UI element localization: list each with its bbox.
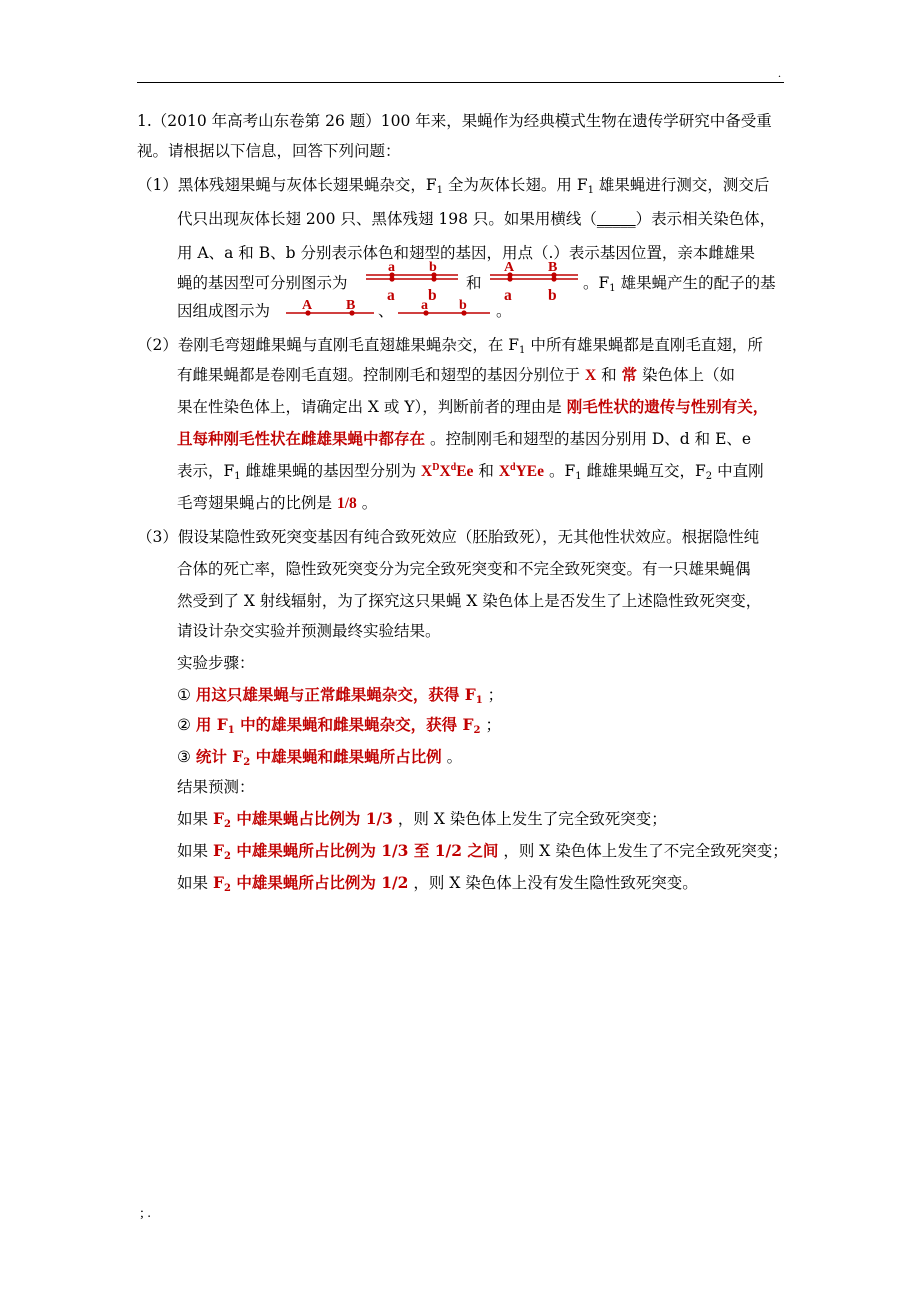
answer-male-genotype: $X^dYEe$: [498, 462, 545, 480]
result-2: 如果 $F_2$ 中雄果蝇所占比例为 1/3 至 1/2 之间 ，则 X 染色体上发生了不完全致死突变；: [177, 841, 788, 862]
part1-line-3: 用 A、a 和 B、b 分别表示体色和翅型的基因，用点（.）表示基因位置，亲本雌雄果: [177, 244, 755, 262]
question-title-line-1: 1.（2010 年高考山东卷第 26 题）100 年来，果蝇作为经典模式生物在遗传学研究中备受重: [137, 112, 772, 130]
part1-line-2: 代只出现灰体长翅 200 只、黑体残翅 198 只。如果用横线（_____）表示相关染色体，: [177, 210, 776, 228]
gene-locus-dot: [389, 276, 394, 281]
gene-label-B: B: [548, 260, 558, 275]
part1-line-5-label: 因组成图示为: [177, 302, 271, 320]
part3-line-4: 请设计杂交实验并预测最终实验结果。: [177, 622, 441, 640]
header-mark: .: [778, 66, 781, 80]
gene-label-a-bottom: a: [387, 287, 395, 304]
answer-female-genotype: $X^DX^dEe$: [421, 462, 474, 480]
question-title-line-2: 视。请根据以下信息，回答下列问题：: [137, 142, 401, 160]
answer-step-2: 用 $F_1$ 中的雄果蝇和雌果蝇杂交，获得 $F_2$: [195, 715, 481, 736]
answer-result-2: $F_2$ 中雄果蝇所占比例为 1/3 至 1/2 之间: [212, 841, 499, 862]
gene-locus-dot: [507, 276, 512, 281]
part2-line-2: 有雌果蝇都是卷刚毛直翅。控制刚毛和翅型的基因分别位于 X 和 常 染色体上（如: [177, 365, 736, 384]
gene-label-B: B: [346, 298, 356, 313]
part1-line-4-label: 蝇的基因型可分别图示为: [177, 274, 348, 292]
part2-line-6: 毛弯翅果蝇占的比例是 1/8 。: [177, 494, 378, 512]
gamete-diagram-ab: [398, 295, 490, 317]
answer-step-3: 统计 $F_2$ 中雄果蝇和雌果蝇所占比例: [195, 747, 442, 768]
step-1: ① 用这只雄果蝇与正常雌果蝇杂交，获得 $F_1$ ；: [177, 685, 504, 706]
gene-locus-dot: [551, 276, 556, 281]
answer-ratio: 1/8: [336, 495, 357, 512]
header-rule: [137, 82, 784, 83]
answer-step-1: 用这只雄果蝇与正常雌果蝇杂交，获得 $F_1$: [195, 685, 483, 706]
part2-line-4: 且每种刚毛性状在雌雄果蝇中都存在 。控制刚毛和翅型的基因分别用 D、d 和 E、e: [177, 429, 752, 448]
step-2: ② 用 $F_1$ 中的雄果蝇和雌果蝇杂交，获得 $F_2$ ；: [177, 715, 501, 736]
result-3: 如果 $F_2$ 中雄果蝇所占比例为 1/2 ，则 X 染色体上没有发生隐性致死突变。: [177, 873, 698, 894]
answer-chromosome-wing: 常: [621, 365, 638, 384]
gene-locus-dot: [431, 276, 436, 281]
step-3: ③ 统计 $F_2$ 中雄果蝇和雌果蝇所占比例 。: [177, 747, 463, 768]
footer-mark: ; .: [140, 1206, 151, 1221]
answer-result-3: $F_2$ 中雄果蝇所占比例为 1/2: [212, 873, 409, 894]
part2-line-3: 果在性染色体上，请确定出 X 或 Y），判断前者的理由是 刚毛性状的遗传与性别有关，: [177, 397, 769, 416]
part1-line-5-end: 。: [496, 302, 512, 320]
steps-label: 实验步骤：: [177, 654, 255, 672]
gene-label-A: A: [504, 260, 515, 275]
answer-chromosome-bristle: X: [584, 367, 597, 384]
gene-label-A: A: [302, 298, 313, 313]
part1-line-1: （1）黑体残翅果蝇与灰体长翅果蝇杂交，$F_1$ 全为灰体长翅。用 $F_1$ 雄果蝇进行测交，测交后: [137, 176, 770, 196]
result-1: 如果 $F_2$ 中雄果蝇占比例为 1/3 ，则 X 染色体上发生了完全致死突变；: [177, 809, 667, 830]
gene-label-b-bottom: b: [428, 287, 437, 304]
gene-label-b-top: b: [429, 260, 437, 275]
part1-line-4-end: 。$F_1$ 雄果蝇产生的配子的基: [583, 274, 776, 294]
female-genotype-diagram: [366, 260, 458, 282]
gene-label-a: a: [421, 298, 428, 313]
part3-line-1: （3）假设某隐性致死突变基因有纯合致死效应（胚胎致死），无其他性状效应。根据隐性纯: [137, 528, 760, 546]
part3-line-2: 合体的死亡率，隐性致死突变分为完全致死突变和不完全致死突变。有一只雄果蝇偶: [177, 560, 751, 578]
gene-label-a-top: a: [388, 260, 395, 275]
part2-line-1: （2）卷刚毛弯翅雌果蝇与直刚毛直翅雄果蝇杂交，在 $F_1$ 中所有雄果蝇都是直刚毛直翅，所: [137, 336, 763, 356]
answer-reason-part-2: 且每种刚毛性状在雌雄果蝇中都存在: [177, 429, 426, 448]
part3-line-3: 然受到了 X 射线辐射，为了探究这只果蝇 X 染色体上是否发生了上述隐性致死突变，: [177, 592, 762, 610]
separator: 、: [378, 302, 394, 320]
part2-line-5: 表示，$F_1$ 雌雄果蝇的基因型分别为 $X^DX^dEe$ 和 $X^dYEe$ 。$F_1$ 雌雄果蝇互交，$F_2$ 中直刚: [177, 462, 764, 482]
answer-reason-part-1: 刚毛性状的遗传与性别有关，: [566, 397, 769, 416]
and-text: 和: [466, 274, 482, 292]
gamete-diagram-AB: [286, 295, 374, 317]
result-label: 结果预测：: [177, 778, 255, 796]
answer-result-1: $F_2$ 中雄果蝇占比例为 1/3: [212, 809, 393, 830]
gene-label-b: b: [459, 298, 467, 313]
male-genotype-diagram: [490, 260, 578, 282]
